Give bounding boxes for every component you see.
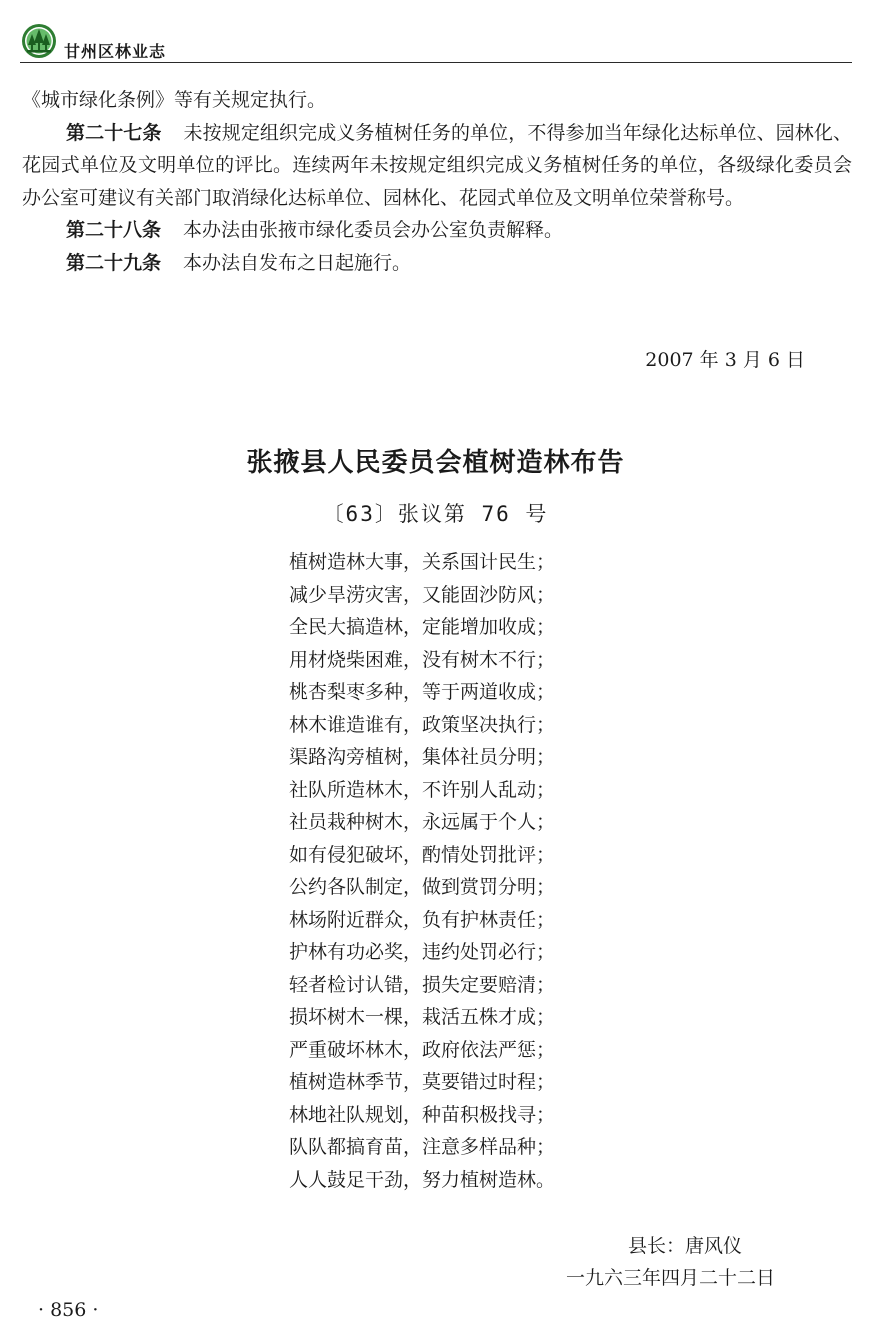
regulation-text <box>22 84 852 279</box>
verse-line: 渠路沟旁植树，集体社员分明； <box>289 746 556 768</box>
verse-line: 全民大搞造林，定能增加收成； <box>289 616 556 638</box>
verse-line: 轻者检讨认错，损失定要赔清； <box>289 973 556 996</box>
verse-line: 社队所造林木，不许别人乱动； <box>289 778 556 801</box>
verse-line: 桃杏梨枣多种，等于两道收成； <box>289 681 556 703</box>
article-27 <box>22 117 852 215</box>
verse-line: 人人鼓足干劲，努力植树造林。 <box>289 1168 556 1191</box>
book-title: 甘州区林业志 <box>64 42 167 61</box>
article-number: 第二十八条 <box>66 219 162 241</box>
proclamation-verse <box>289 546 555 1196</box>
verse-line: 林木谁造谁有，政策坚决执行； <box>289 713 556 736</box>
verse-line: 林地社队规划，种苗积极找寻； <box>289 1103 556 1126</box>
verse-line: 公约各队制定，做到赏罚分明； <box>289 876 556 898</box>
regulation-date: 2007 年 3 月 6 日 <box>645 349 805 371</box>
page-number: · 856 · <box>38 1299 99 1321</box>
article-28 <box>22 214 852 247</box>
article-number: 第二十七条 <box>66 121 162 144</box>
verse-line: 减少旱涝灾害，又能固沙防风； <box>289 583 556 606</box>
verse-line: 植树造林季节，莫要错过时程； <box>289 1071 556 1093</box>
verse-line: 损坏树木一棵，栽活五株才成； <box>289 1006 556 1028</box>
verse-line: 队队都搞育苗，注意多样品种； <box>289 1136 556 1158</box>
verse-line: 社员栽种树木，永远属于个人； <box>289 811 556 833</box>
proclamation-title: 张掖县人民委员会植树造林布告 <box>246 448 625 478</box>
article-text: 本办法自发布之日起施行。 <box>183 251 412 274</box>
verse-line: 护林有功必奖，违约处罚必行； <box>289 941 556 963</box>
signature: 县长：唐风仪 <box>628 1235 743 1257</box>
continuation-paragraph: 《城市绿化条例》等有关规定执行。 <box>22 89 327 111</box>
article-number: 第二十九条 <box>66 251 162 274</box>
document-number: 〔63〕张议第 76 号 <box>322 502 549 526</box>
verse-line: 植树造林大事，关系国计民生； <box>289 551 556 573</box>
verse-line: 林场附近群众，负有护林责任； <box>289 908 556 931</box>
verse-line: 严重破坏林木，政府依法严惩； <box>289 1038 556 1061</box>
verse-line: 如有侵犯破坏，酌情处罚批评； <box>289 843 556 866</box>
article-text: 未按规定组织完成义务植树任务的单位，不得参加当年绿化达标单位、园林化、花园式单位及文明单位的评比。连续两年未按规定组织完成义务植树任务的单位，各级绿化委员会办公室可建议有关部门取消绿化达标单位、园林化、花园式单位及文明单位荣誉称号。 <box>22 121 852 209</box>
forest-emblem-icon <box>21 23 57 59</box>
proclamation-date: 一九六三年四月二十二日 <box>566 1267 776 1289</box>
page-header <box>20 20 852 63</box>
article-29 <box>22 247 852 280</box>
verse-line: 用材烧柴困难，没有树木不行； <box>289 648 556 671</box>
article-text: 本办法由张掖市绿化委员会办公室负责解释。 <box>183 219 564 241</box>
